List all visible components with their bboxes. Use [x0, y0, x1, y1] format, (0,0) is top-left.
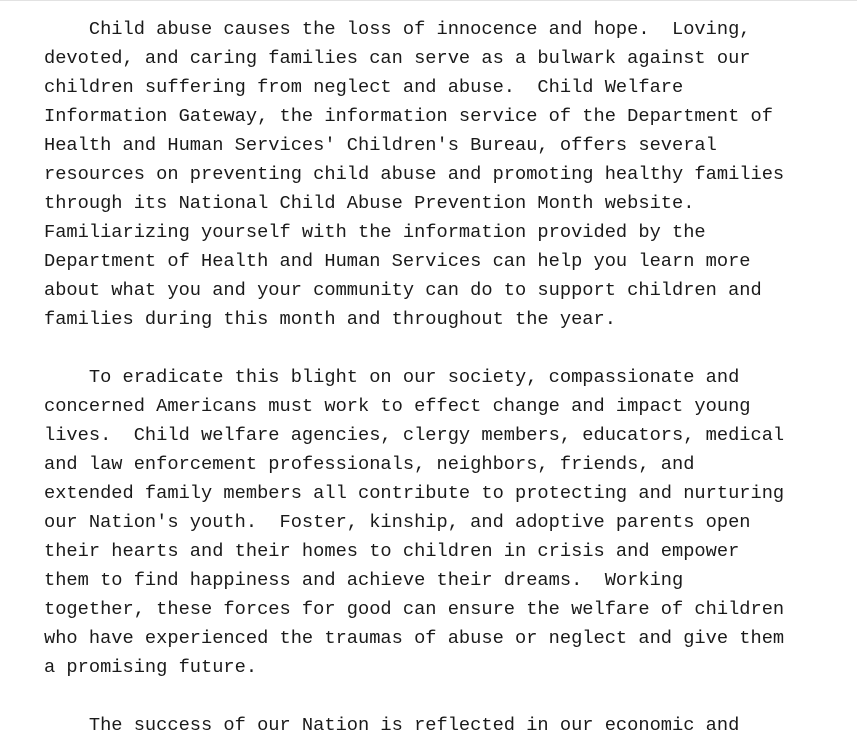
- text-line: resources on preventing child abuse and promoting healthy families: [44, 163, 785, 185]
- text-line: devoted, and caring families can serve as a bulwark against our: [44, 47, 751, 69]
- document-body: [44, 15, 844, 740]
- top-divider: [0, 0, 857, 1]
- text-line: Health and Human Services' Children's Bureau, offers several: [44, 134, 717, 156]
- paragraph-3: [44, 711, 844, 740]
- text-line: Information Gateway, the information service of the Department of: [44, 105, 773, 127]
- text-line: lives. Child welfare agencies, clergy members, educators, medical: [44, 424, 785, 446]
- paragraph-1: [44, 15, 844, 334]
- text-line: through its National Child Abuse Prevention Month website.: [44, 192, 695, 214]
- text-line: extended family members all contribute to protecting and nurturing: [44, 482, 785, 504]
- text-line: who have experienced the traumas of abuse or neglect and give them: [44, 627, 785, 649]
- text-line: families during this month and throughout the year.: [44, 308, 616, 330]
- paragraph-gap: [44, 682, 844, 711]
- text-line: a promising future.: [44, 656, 258, 678]
- text-line: them to find happiness and achieve their dreams. Working: [44, 569, 684, 591]
- paragraph-2: [44, 363, 844, 682]
- text-line: our Nation's youth. Foster, kinship, and adoptive parents open: [44, 511, 751, 533]
- text-line: their hearts and their homes to children in crisis and empower: [44, 540, 740, 562]
- text-line: The success of our Nation is reflected in our economic and: [44, 714, 740, 736]
- text-line: and law enforcement professionals, neighbors, friends, and: [44, 453, 695, 475]
- text-line: Familiarizing yourself with the information provided by the: [44, 221, 706, 243]
- paragraph-gap: [44, 334, 844, 363]
- text-line: together, these forces for good can ensure the welfare of children: [44, 598, 785, 620]
- text-line: Department of Health and Human Services can help you learn more: [44, 250, 751, 272]
- text-line: Child abuse causes the loss of innocence and hope. Loving,: [44, 18, 751, 40]
- text-line: concerned Americans must work to effect change and impact young: [44, 395, 751, 417]
- text-line: children suffering from neglect and abuse. Child Welfare: [44, 76, 684, 98]
- text-line: To eradicate this blight on our society, compassionate and: [44, 366, 740, 388]
- text-line: about what you and your community can do to support children and: [44, 279, 762, 301]
